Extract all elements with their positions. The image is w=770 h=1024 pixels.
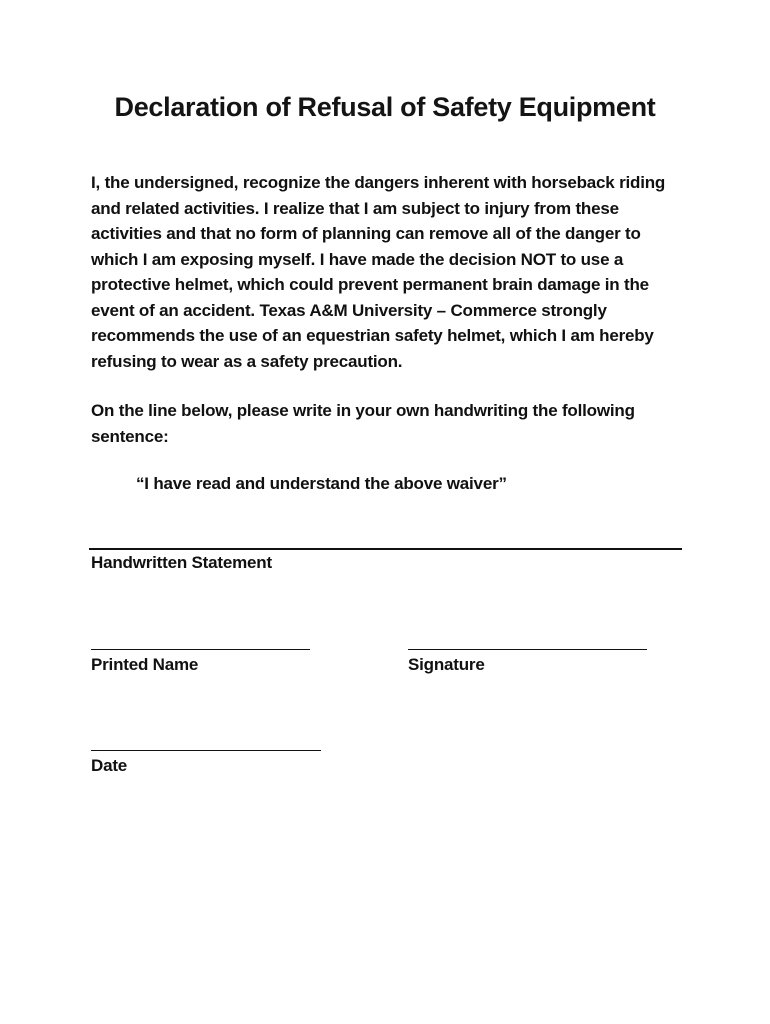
printed-name-line[interactable] bbox=[91, 649, 310, 650]
printed-name-label: Printed Name bbox=[91, 655, 199, 674]
signature-line[interactable] bbox=[408, 649, 647, 650]
required-sentence-quote: “I have read and understand the above waiver” bbox=[136, 474, 507, 493]
handwritten-statement-label: Handwritten Statement bbox=[91, 553, 272, 572]
document-title: Declaration of Refusal of Safety Equipment bbox=[114, 92, 656, 122]
date-line[interactable] bbox=[91, 750, 321, 751]
handwritten-statement-line[interactable] bbox=[89, 548, 682, 550]
date-label: Date bbox=[91, 756, 128, 775]
signature-label: Signature bbox=[408, 655, 485, 674]
instruction-paragraph: On the line below, please write in your own handwriting the following sentence: bbox=[91, 401, 635, 446]
waiver-paragraph: I, the undersigned, recognize the dangers inherent with horseback riding and related activities. I realize that I am subject to injury from these activities and that no form of planning can remove all of the danger to which I am exposing myself. I have made the decision NOT to use a protective helmet, which could prevent permanent brain damage in the event of an accident. Texas A&M University – Commerce strongly recommends the use of an equestrian safety helmet, which I am hereby refusing to wear as a safety precaution. bbox=[91, 173, 666, 371]
